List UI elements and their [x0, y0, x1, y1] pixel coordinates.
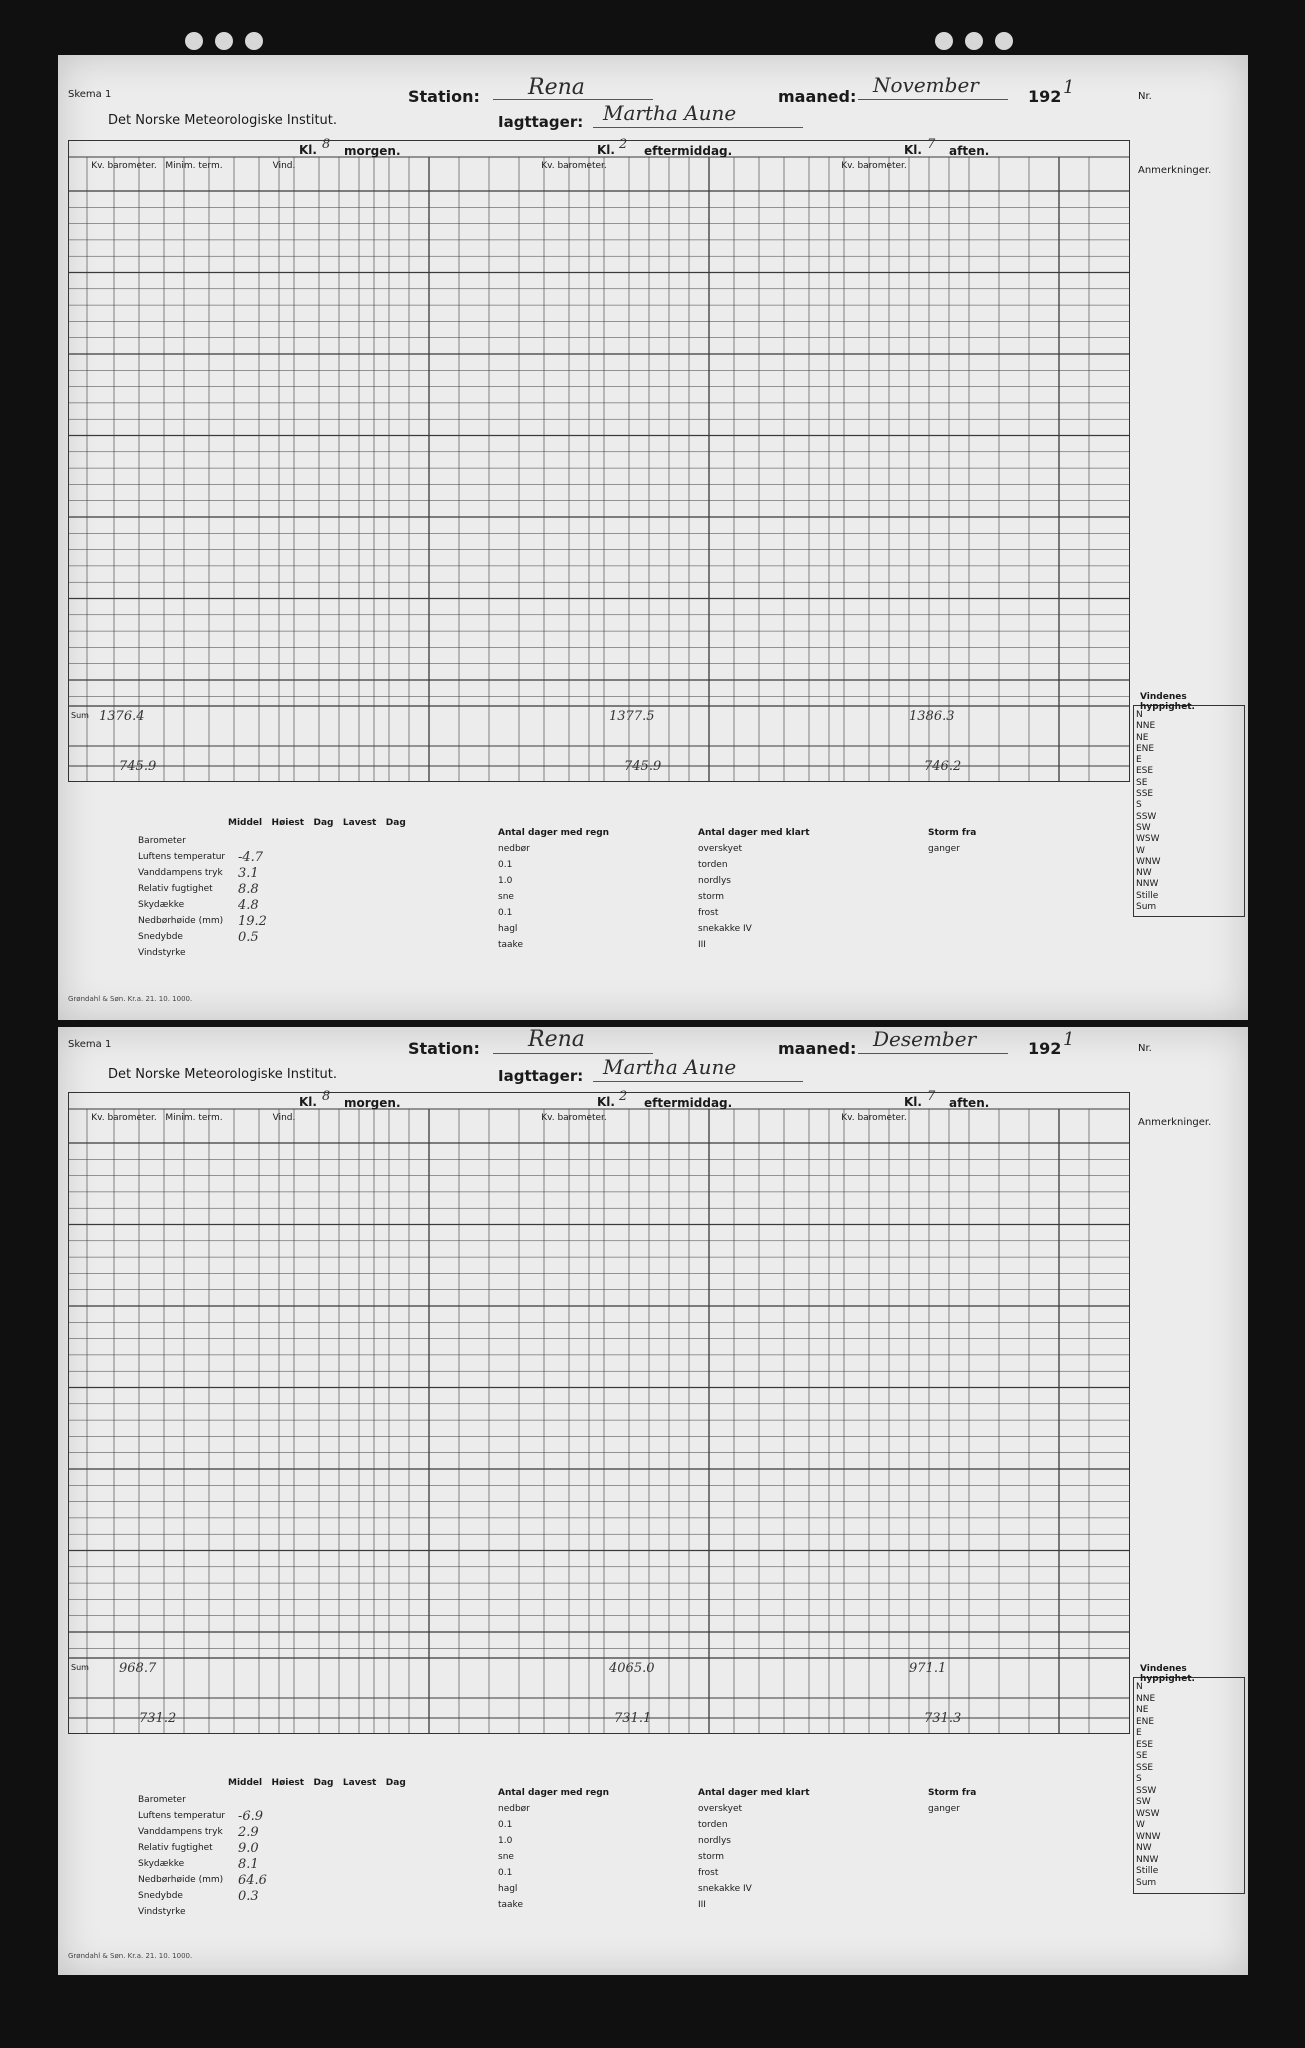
punch-hole — [995, 32, 1013, 50]
kl-eftermiddag-value: 2 — [619, 1089, 628, 1104]
year-hand: 1 — [1063, 77, 1075, 98]
rain-days-block — [498, 825, 609, 953]
eftermiddag-label: eftermiddag. — [644, 1096, 733, 1110]
clear-row-label: snekakke IV — [698, 1884, 752, 1894]
rain-days-title: Antal dager med regn — [498, 828, 610, 838]
barometer-head: Kv. barometer. — [841, 161, 907, 171]
kl-label: Kl. — [299, 143, 317, 157]
barometer-head: Kv. barometer. — [541, 161, 607, 171]
summary-row-label: Vanddampens tryk — [138, 1827, 223, 1837]
sum-aften: 971.1 — [909, 1661, 947, 1676]
rain-days-title: Antal dager med regn — [498, 1788, 610, 1798]
grid-lines — [69, 141, 1129, 781]
wind-direction-label: NNE — [1136, 1693, 1156, 1704]
punch-hole — [185, 32, 203, 50]
summary-row-label: Vindstyrke — [138, 1907, 186, 1917]
month-value: Desember — [873, 1027, 977, 1051]
rain-row-label: 1.0 — [498, 1836, 513, 1846]
aften-label: aften. — [949, 1096, 990, 1110]
sum-eftermiddag: 1377.5 — [609, 709, 655, 724]
wind-direction-label: SE — [1136, 777, 1148, 788]
printer-note: Grøndahl & Søn. Kr.a. 21. 10. 1000. — [68, 995, 193, 1003]
summary-value: -6.9 — [238, 1809, 264, 1824]
mean-aften: 746.2 — [924, 759, 962, 774]
barometer-head: Kv. barometer. — [91, 161, 157, 171]
col-dag: Dag — [313, 1778, 334, 1788]
col-hoiest: Høiest — [271, 818, 305, 828]
summary-values — [238, 1809, 267, 1905]
rain-row-label: 1.0 — [498, 876, 513, 886]
barometer-head: Kv. barometer. — [541, 1113, 607, 1123]
wind-direction-label: Stille — [1136, 1866, 1159, 1876]
clear-days-block — [698, 1785, 810, 1913]
kl-eftermiddag-value: 2 — [619, 137, 628, 152]
storm-unit: ganger — [928, 1804, 960, 1814]
summary-row-label: Vanddampens tryk — [138, 868, 223, 878]
kl-label: Kl. — [904, 143, 922, 157]
clear-row-label: nordlys — [698, 1836, 731, 1846]
eftermiddag-label: eftermiddag. — [644, 144, 733, 158]
observer-label: Iagttager: — [498, 113, 584, 131]
summary-row-label: Snedybde — [138, 1891, 183, 1901]
clear-row-label: storm — [698, 892, 725, 902]
observation-sheet-desember — [58, 1027, 1248, 1975]
wind-direction-label: SW — [1136, 822, 1151, 833]
wind-direction-label: W — [1136, 845, 1145, 856]
month-label: maaned: — [778, 87, 857, 106]
storm-unit: ganger — [928, 844, 960, 854]
year-hand: 1 — [1063, 1029, 1075, 1050]
institute-name: Det Norske Meteorologiske Institut. — [108, 1067, 338, 1082]
institute-name: Det Norske Meteorologiske Institut. — [108, 113, 338, 128]
morgen-label: morgen. — [344, 144, 401, 158]
clear-row-label: frost — [698, 908, 719, 918]
kl-morgen-value: 8 — [322, 137, 331, 152]
form-number: Skema 1 — [68, 1039, 112, 1050]
wind-direction-label: NNE — [1136, 721, 1156, 732]
wind-direction-label: NE — [1136, 1705, 1149, 1715]
wind-direction-label: SSW — [1136, 811, 1157, 822]
wind-direction-label: NW — [1136, 868, 1152, 879]
kl-label: Kl. — [597, 1095, 615, 1109]
rain-row-label: 0.1 — [498, 1820, 513, 1830]
rain-row-label: hagl — [498, 924, 518, 934]
rain-days-block — [498, 1785, 609, 1913]
clear-days-title: Antal dager med klart — [698, 828, 810, 838]
grid-lines — [69, 1093, 1129, 1733]
clear-row-label: snekakke IV — [698, 924, 752, 934]
clear-row-label: frost — [698, 1868, 719, 1878]
year-printed: 192 — [1028, 1039, 1062, 1058]
wind-direction-label: NNW — [1136, 879, 1159, 890]
clear-row-label: torden — [698, 1820, 728, 1830]
kl-label: Kl. — [299, 1095, 317, 1109]
punch-hole — [935, 32, 953, 50]
clear-row-label: torden — [698, 860, 728, 870]
wind-direction-label: N — [1136, 1682, 1143, 1692]
wind-direction-label: E — [1136, 755, 1142, 766]
storm-title: Storm fra — [928, 828, 977, 838]
summary-value: 3.1 — [238, 866, 259, 881]
barometer-head: Kv. barometer. — [841, 1113, 907, 1123]
nr-label: Nr. — [1138, 91, 1152, 102]
sum-morgen: 968.7 — [119, 1661, 157, 1676]
clear-days-block — [698, 825, 810, 953]
station-value: Rena — [528, 1027, 585, 1052]
summary-value: 64.6 — [238, 1873, 267, 1888]
clear-row-label: storm — [698, 1852, 725, 1862]
wind-direction-label: ENE — [1136, 743, 1155, 754]
col-middel: Middel — [228, 1778, 263, 1788]
wind-direction-label: N — [1136, 710, 1143, 720]
wind-frequency-box — [1133, 692, 1245, 917]
summary-row-label: Luftens temperatur — [138, 1811, 226, 1821]
kl-morgen-value: 8 — [322, 1089, 331, 1104]
wind-direction-label: SSE — [1136, 789, 1154, 800]
summary-row-label: Vindstyrke — [138, 948, 186, 958]
wind-frequency-title: Vindenes hyppighet. — [1140, 1664, 1195, 1684]
wind-direction-label: WSW — [1136, 1808, 1160, 1819]
wind-direction-label: NW — [1136, 1843, 1152, 1853]
vind-head: Vind. — [272, 161, 296, 171]
observation-grid — [68, 1089, 1130, 1734]
wind-frequency-title: Vindenes hyppighet. — [1140, 692, 1195, 712]
vind-head: Vind. — [272, 1113, 296, 1123]
sum-morgen: 1376.4 — [99, 709, 145, 724]
printer-note: Grøndahl & Søn. Kr.a. 21. 10. 1000. — [68, 1952, 193, 1960]
wind-direction-label: SSE — [1136, 1762, 1154, 1773]
col-lavest: Lavest — [342, 1778, 377, 1788]
punch-hole — [215, 32, 233, 50]
rain-row-label: taake — [498, 1900, 523, 1910]
storm-block — [928, 1785, 976, 1817]
punch-hole — [965, 32, 983, 50]
station-label: Station: — [408, 87, 480, 106]
summary-value: -4.7 — [238, 850, 264, 865]
barometer-head: Kv. barometer. — [91, 1113, 157, 1123]
rain-row-label: nedbør — [498, 844, 530, 854]
month-value: November — [873, 73, 979, 97]
summary-row-label: Barometer — [138, 1795, 186, 1805]
rain-row-label: sne — [498, 892, 514, 902]
summary-value: 19.2 — [238, 914, 267, 929]
mean-aften: 731.3 — [924, 1711, 962, 1726]
wind-direction-label: ESE — [1136, 1739, 1154, 1750]
clear-row-label: nordlys — [698, 876, 731, 886]
summary-row-label: Snedybde — [138, 932, 183, 942]
summary-row-label: Nedbørhøide (mm) — [138, 916, 224, 926]
summary-value: 2.9 — [238, 1825, 259, 1840]
summary-value: 8.1 — [238, 1857, 259, 1872]
nr-label: Nr. — [1138, 1043, 1152, 1054]
rain-row-label: taake — [498, 940, 523, 950]
clear-row-label: III — [698, 1900, 706, 1910]
col-dag: Dag — [313, 818, 334, 828]
sum-label: Sum — [71, 711, 89, 720]
rain-row-label: 0.1 — [498, 1868, 513, 1878]
summary-row-label: Relativ fugtighet — [138, 884, 213, 894]
wind-direction-label: S — [1136, 1774, 1142, 1784]
wind-frequency-box — [1133, 1664, 1245, 1894]
summary-value: 9.0 — [238, 1841, 259, 1856]
kl-aften-value: 7 — [927, 1089, 936, 1104]
station-label: Station: — [408, 1039, 480, 1058]
wind-direction-label: SSW — [1136, 1785, 1157, 1796]
wind-direction-label: Sum — [1136, 1877, 1157, 1888]
sum-label: Sum — [71, 1663, 89, 1672]
wind-direction-label: Stille — [1136, 890, 1159, 901]
rain-row-label: 0.1 — [498, 908, 513, 918]
wind-direction-label: W — [1136, 1820, 1145, 1830]
mean-eftermiddag: 745.9 — [624, 759, 662, 774]
summary-row-label: Relativ fugtighet — [138, 1843, 213, 1853]
remarks-header: Anmerkninger. — [1138, 1117, 1212, 1128]
kl-label: Kl. — [904, 1095, 922, 1109]
wind-direction-label: WNW — [1136, 1831, 1161, 1842]
monthly-summary — [138, 1792, 225, 1920]
kl-aften-value: 7 — [927, 137, 936, 152]
summary-row-label: Barometer — [138, 836, 186, 846]
punch-hole — [245, 32, 263, 50]
observer-value: Martha Aune — [603, 1055, 737, 1079]
kl-label: Kl. — [597, 143, 615, 157]
col-middel: Middel — [228, 818, 263, 828]
summary-value: 8.8 — [238, 882, 259, 897]
clear-row-label: III — [698, 940, 706, 950]
month-label: maaned: — [778, 1039, 857, 1058]
summary-row-label: Skydække — [138, 900, 185, 910]
observer-value: Martha Aune — [603, 101, 737, 125]
mean-morgen: 731.2 — [139, 1711, 177, 1726]
observation-grid — [68, 137, 1130, 782]
summary-value: 0.3 — [238, 1889, 259, 1904]
col-dag: Dag — [385, 1778, 406, 1788]
monthly-summary — [138, 833, 225, 961]
summary-cols — [228, 1775, 406, 1791]
sum-aften: 1386.3 — [909, 709, 955, 724]
min-term-head: Minim. term. — [165, 1113, 223, 1123]
summary-row-label: Nedbørhøide (mm) — [138, 1875, 224, 1885]
wind-direction-label: WSW — [1136, 834, 1160, 845]
wind-direction-label: NE — [1136, 732, 1149, 743]
col-dag: Dag — [385, 818, 406, 828]
wind-direction-label: ESE — [1136, 766, 1154, 777]
col-lavest: Lavest — [342, 818, 377, 828]
storm-title: Storm fra — [928, 1788, 977, 1798]
wind-direction-label: SW — [1136, 1797, 1151, 1807]
summary-values — [238, 850, 267, 946]
wind-direction-label: NNW — [1136, 1854, 1159, 1865]
remarks-header: Anmerkninger. — [1138, 165, 1212, 176]
mean-eftermiddag: 731.1 — [614, 1711, 652, 1726]
observer-label: Iagttager: — [498, 1067, 584, 1085]
summary-row-label: Skydække — [138, 1859, 185, 1869]
wind-direction-label: Sum — [1136, 902, 1157, 913]
wind-direction-label: WNW — [1136, 856, 1161, 867]
col-hoiest: Høiest — [271, 1778, 305, 1788]
clear-row-label: overskyet — [698, 844, 743, 854]
year-printed: 192 — [1028, 87, 1062, 106]
sum-eftermiddag: 4065.0 — [609, 1661, 655, 1676]
summary-value: 0.5 — [238, 930, 259, 945]
aften-label: aften. — [949, 144, 990, 158]
rain-row-label: 0.1 — [498, 860, 513, 870]
wind-direction-label: E — [1136, 1728, 1142, 1738]
clear-days-title: Antal dager med klart — [698, 1788, 810, 1798]
storm-block — [928, 825, 976, 857]
observation-sheet-november — [58, 55, 1248, 1020]
morgen-label: morgen. — [344, 1096, 401, 1110]
summary-cols — [228, 815, 406, 831]
rain-row-label: nedbør — [498, 1804, 530, 1814]
rain-row-label: hagl — [498, 1884, 518, 1894]
form-number: Skema 1 — [68, 89, 112, 100]
wind-direction-label: SE — [1136, 1751, 1148, 1761]
summary-value: 4.8 — [238, 898, 259, 913]
rain-row-label: sne — [498, 1852, 514, 1862]
summary-row-label: Luftens temperatur — [138, 852, 226, 862]
clear-row-label: overskyet — [698, 1804, 743, 1814]
min-term-head: Minim. term. — [165, 161, 223, 171]
station-value: Rena — [528, 75, 585, 100]
mean-morgen: 745.9 — [119, 759, 157, 774]
wind-direction-label: S — [1136, 800, 1142, 811]
wind-direction-label: ENE — [1136, 1716, 1155, 1727]
